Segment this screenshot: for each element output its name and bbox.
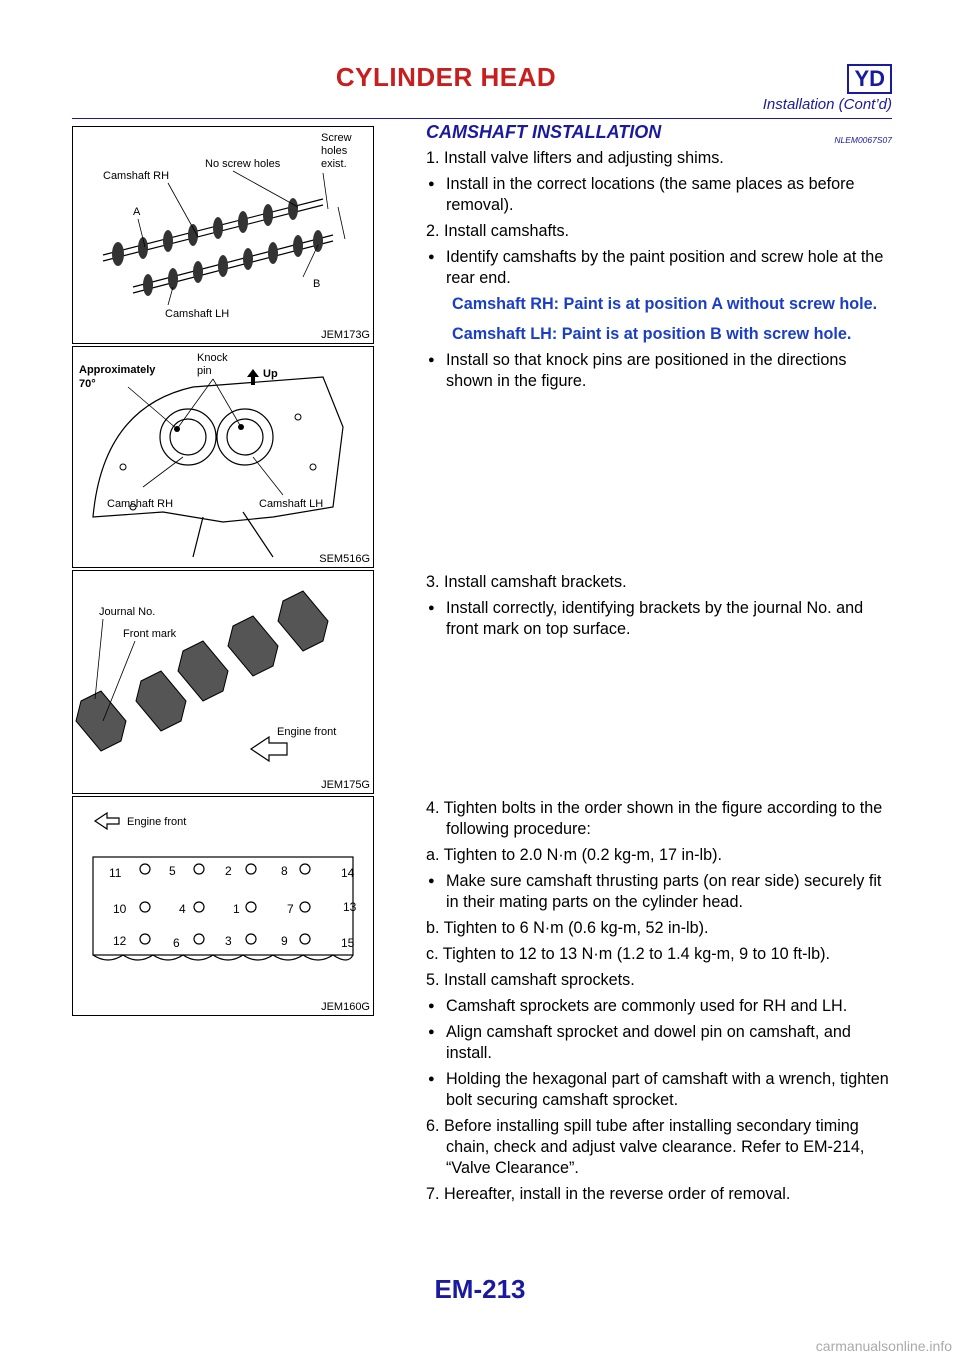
bolt-number: 5 xyxy=(169,864,176,878)
bolt-number: 6 xyxy=(173,936,180,950)
label-no-screw-holes: No screw holes xyxy=(205,158,281,170)
step-4a: a. Tighten to 2.0 N·m (0.2 kg-m, 17 in-lb). xyxy=(426,846,722,864)
label-knock: Knock xyxy=(197,352,228,364)
note-camshaft-rh: Camshaft RH: Paint is at position A without screw hole. xyxy=(452,295,878,313)
label-up: Up xyxy=(263,368,278,380)
label-camshaft-rh: Camshaft RH xyxy=(107,498,174,510)
bullet-hexagonal-part: ● Holding the hexagonal part of camshaft with a wrench, tighten bolt securing camshaft sprocket. xyxy=(426,1069,892,1111)
section-heading xyxy=(426,122,892,143)
figure-camshafts xyxy=(72,126,374,344)
engine-front-arrow-icon xyxy=(95,813,119,829)
label-camshaft-lh: Camshaft LH xyxy=(165,308,230,320)
bracket-illustration xyxy=(73,571,373,793)
bolt-number: 3 xyxy=(225,934,232,948)
step-4b: b. Tighten to 6 N·m (0.6 kg-m, 52 in-lb). xyxy=(426,919,709,937)
bolt-number: 2 xyxy=(225,864,232,878)
label-approximately: Approximately xyxy=(79,364,156,376)
figure-code: JEM160G xyxy=(321,1001,370,1013)
bolt-number: 9 xyxy=(281,934,288,948)
bullet-thrusting-parts: ● Make sure camshaft thrusting parts (on rear side) securely fit in their mating parts on the cylinder head. xyxy=(426,871,892,913)
label-holes: holes xyxy=(321,145,348,157)
model-badge: YD xyxy=(847,64,892,94)
bullet-install-locations: ● Install in the correct locations (the same places as before removal). xyxy=(426,174,892,216)
figure-tightening-order xyxy=(72,796,374,1016)
label-engine-front: Engine front xyxy=(277,726,337,738)
bolt-number: 15 xyxy=(341,936,355,950)
section-title: CAMSHAFT INSTALLATION xyxy=(426,122,662,142)
figure-code: SEM516G xyxy=(319,553,370,565)
bolt-number: 11 xyxy=(109,866,122,880)
step-7: 7. Hereafter, install in the reverse order of removal. xyxy=(426,1185,791,1203)
camshaft-illustration xyxy=(73,127,373,343)
bolt-number: 12 xyxy=(113,934,127,948)
text-block-camshafts xyxy=(426,122,892,354)
note-camshaft-lh: Camshaft LH: Paint is at position B with screw hole. xyxy=(452,325,852,343)
figure-code: JEM173G xyxy=(321,329,370,341)
step-1: 1. Install valve lifters and adjusting shims. xyxy=(426,149,724,167)
text-block-brackets xyxy=(426,572,892,645)
label-b: B xyxy=(313,278,321,290)
label-screw: Screw xyxy=(321,132,352,144)
label-front-mark: Front mark xyxy=(123,628,177,640)
bullet-knock-pins: ● Install so that knock pins are positioned in the directions shown in the figure. xyxy=(426,350,892,392)
figure-camshaft-brackets xyxy=(72,570,374,794)
bolt-number: 7 xyxy=(287,902,294,916)
bolt-number: 1 xyxy=(233,902,240,916)
label-camshaft-lh: Camshaft LH xyxy=(259,498,324,510)
step-3: 3. Install camshaft brackets. xyxy=(426,573,627,591)
figure-knock-pins xyxy=(72,346,374,568)
page-title: CYLINDER HEAD xyxy=(335,62,557,92)
step-4: 4. Tighten bolts in the order shown in the figure according to the following procedure: xyxy=(426,799,883,838)
bullet-brackets: ● Install correctly, identifying brackets by the journal No. and front mark on top surface. xyxy=(426,598,892,640)
figure-code: JEM175G xyxy=(321,779,370,791)
text-block-knock-pins xyxy=(426,350,892,397)
bolt-number: 14 xyxy=(341,866,355,880)
label-70-degrees: 70° xyxy=(79,378,96,390)
header-divider xyxy=(72,118,892,119)
bullet-sprockets-common: ● Camshaft sprockets are commonly used for RH and LH. xyxy=(426,996,892,1017)
bolt-number: 10 xyxy=(113,902,127,916)
section-code: NLEM0067S07 xyxy=(834,135,892,145)
label-journal-no: Journal No. xyxy=(99,606,156,618)
page-subtitle: Installation (Cont’d) xyxy=(762,96,892,113)
label-camshaft-rh: Camshaft RH xyxy=(103,170,170,182)
watermark: carmanualsonline.info xyxy=(815,1338,952,1354)
bolt-number: 13 xyxy=(343,900,357,914)
bullet-identify-camshafts: ● Identify camshafts by the paint position and screw hole at the rear end. xyxy=(426,247,892,289)
bolt-number: 8 xyxy=(281,864,288,878)
page-number: EM-213 xyxy=(434,1274,526,1304)
step-5: 5. Install camshaft sprockets. xyxy=(426,971,635,989)
text-block-tightening xyxy=(426,798,892,1210)
label-engine-front: Engine front xyxy=(127,816,187,828)
bullet-align-sprocket: ● Align camshaft sprocket and dowel pin on camshaft, and install. xyxy=(426,1022,892,1064)
step-4c: c. Tighten to 12 to 13 N·m (1.2 to 1.4 kg-m, 9 to 10 ft-lb). xyxy=(426,945,830,963)
label-a: A xyxy=(133,206,141,218)
bolt-number: 4 xyxy=(179,902,186,916)
step-6: 6. Before installing spill tube after installing secondary timing chain, check and adjust valve clearance. Refer to EM-214, “Valve Clearance”. xyxy=(426,1117,865,1177)
engine-front-arrow-icon xyxy=(251,737,287,761)
label-pin: pin xyxy=(197,365,212,377)
tightening-order-illustration xyxy=(73,797,373,1015)
step-2: 2. Install camshafts. xyxy=(426,222,570,240)
label-exist: exist. xyxy=(321,158,347,170)
knock-pin-illustration xyxy=(73,347,373,567)
